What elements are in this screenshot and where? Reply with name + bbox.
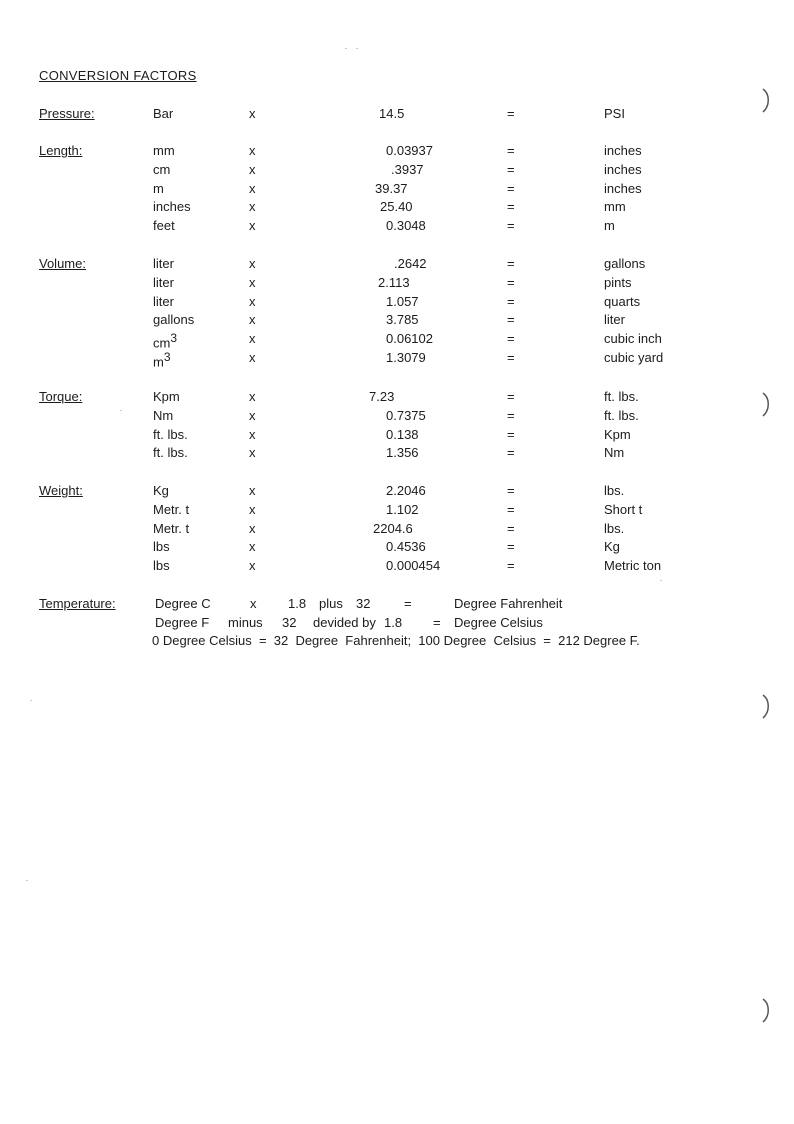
conversion-factor: 0.138 [386,426,419,442]
from-unit-text: liter [153,293,174,309]
to-unit: Nm [604,445,625,461]
to-unit: pints [604,274,632,290]
from-unit [153,331,177,350]
section-label: Weight: [39,483,83,498]
equals-sign: = [507,407,515,423]
conversion-factor: 0.4536 [386,539,426,555]
scan-speck [26,880,28,881]
conversion-factor: .2642 [394,256,427,271]
from-unit-text: liter [153,274,174,290]
from-unit-text: ft. lbs. [153,445,188,461]
binder-hole-mark [755,996,775,1026]
equals-sign: = [507,106,515,121]
conversion-factor: 1.3079 [386,350,426,365]
from-unit-text: lbs [153,558,170,574]
conversion-row [0,350,794,369]
scan-speck [345,48,347,49]
conversion-factor: 2204.6 [373,520,413,536]
multiply-sign: x [249,520,256,536]
to-unit: mm [604,199,626,215]
temperature-eq-1: = [404,596,412,611]
equals-sign: = [507,199,515,215]
from-unit [153,558,170,573]
temperature-row-2 [0,615,794,634]
from-unit [153,181,164,196]
conversion-row [0,539,794,558]
temperature-result-f: Degree Fahrenheit [454,596,563,611]
equals-sign: = [507,350,515,365]
equals-sign: = [507,312,515,328]
binder-hole-mark [755,692,775,722]
multiply-sign: x [249,143,256,158]
conversion-row [0,312,794,331]
from-unit [153,389,180,404]
multiply-sign: x [249,161,256,177]
conversion-factor: 0.000454 [386,558,441,574]
multiply-sign: x [249,293,256,309]
from-unit-text: cm [153,161,171,177]
from-unit [153,502,189,517]
temperature-result-c: Degree Celsius [454,615,543,630]
multiply-sign: x [249,218,256,234]
temperature-factor-2: 1.8 [384,615,403,630]
multiply-sign: x [249,445,256,461]
to-unit: gallons [604,256,646,271]
page-title: CONVERSION FACTORS [39,68,197,83]
conversion-factor: 14.5 [379,106,405,121]
temperature-from-f: Degree F [155,615,210,630]
from-unit [153,539,170,554]
to-unit: cubic yard [604,350,664,365]
from-unit [153,294,174,309]
from-unit-text: inches [153,199,191,215]
equals-sign: = [507,180,515,196]
to-unit: Kg [604,539,620,555]
conversion-factor: 39.37 [375,180,408,196]
temperature-plus: plus [319,596,343,611]
unit-superscript: 3 [163,350,171,364]
temperature-row-1 [0,596,794,615]
from-unit [153,218,175,233]
from-unit-text: mm [153,143,175,158]
from-unit-text: feet [153,218,175,234]
equals-sign: = [507,274,515,290]
to-unit: inches [604,180,642,196]
equals-sign: = [507,520,515,536]
conversion-factor: 1.356 [386,445,419,461]
section-label: Pressure: [39,106,95,121]
conversion-row [0,162,794,181]
conversion-row [0,275,794,294]
temperature-label: Temperature: [39,596,116,611]
equals-sign: = [507,389,515,404]
conversion-factor: 0.7375 [386,407,426,423]
conversion-factor: 0.3048 [386,218,426,234]
to-unit: m [604,218,615,234]
conversion-row [0,483,794,502]
equals-sign: = [507,558,515,574]
from-unit [153,256,174,271]
equals-sign: = [507,256,515,271]
equals-sign: = [507,445,515,461]
from-unit [153,143,175,158]
equals-sign: = [507,426,515,442]
equals-sign: = [507,143,515,158]
temperature-divided-by: devided by [313,615,376,630]
section-label: Volume: [39,256,86,271]
equals-sign: = [507,218,515,234]
section-label: Torque: [39,389,83,404]
conversion-row [0,106,794,125]
binder-hole-mark [755,86,775,116]
conversion-factor: .3937 [391,161,424,177]
from-unit [153,483,169,498]
scan-speck [120,410,122,411]
to-unit: Kpm [604,426,631,442]
multiply-sign: x [249,256,256,271]
temperature-sub-32: 32 [282,615,297,630]
from-unit [153,445,188,460]
from-unit [153,521,189,536]
temperature-add-32: 32 [356,596,371,611]
multiply-sign: x [249,331,256,347]
from-unit-text: liter [153,256,174,271]
multiply-sign: x [249,407,256,423]
from-unit-text: lbs [153,539,170,555]
from-unit-text: Metr. t [153,501,190,517]
equals-sign: = [507,483,515,498]
conversion-row [0,445,794,464]
conversion-row [0,521,794,540]
multiply-sign: x [249,539,256,555]
conversion-factor: 0.03937 [386,143,433,158]
multiply-sign: x [249,501,256,517]
to-unit: inches [604,161,642,177]
equals-sign: = [507,161,515,177]
multiply-sign: x [249,312,256,328]
scan-speck [660,580,662,581]
to-unit: Short t [604,501,643,517]
conversion-row [0,389,794,408]
to-unit: lbs. [604,483,625,498]
multiply-sign: x [249,426,256,442]
conversion-row [0,427,794,446]
from-unit-text: Metr. t [153,520,190,536]
from-unit-text: Nm [153,407,174,423]
multiply-sign: x [249,483,256,498]
from-unit-text: ft. lbs. [153,426,188,442]
to-unit: inches [604,143,642,158]
from-unit [153,427,188,442]
from-unit-text: m [153,180,164,196]
conversion-factor: 3.785 [386,312,419,328]
to-unit: Metric ton [604,558,662,574]
binder-hole-mark [755,390,775,420]
section-label: Length: [39,143,83,158]
temperature-op-x: x [250,596,257,611]
conversion-row [0,256,794,275]
scan-speck [356,48,358,49]
multiply-sign: x [249,180,256,196]
unit-superscript: 3 [170,331,178,346]
from-unit-text: gallons [153,312,195,328]
conversion-factor: 25.40 [380,199,413,215]
from-unit [153,106,173,121]
temperature-summary: 0 Degree Celsius = 32 Degree Fahrenheit; 100 Degree Celsius = 212 Degree F. [152,633,640,648]
conversion-factor: 2.113 [378,274,410,290]
to-unit: ft. lbs. [604,389,639,404]
from-unit-text: Kg [153,483,169,498]
multiply-sign: x [249,350,256,365]
from-unit [153,312,194,327]
from-unit [153,275,174,290]
conversion-factor: 2.2046 [386,483,426,498]
to-unit: ft. lbs. [604,407,639,423]
from-unit [153,408,173,423]
equals-sign: = [507,293,515,309]
conversion-row [0,502,794,521]
to-unit: liter [604,312,625,328]
from-unit [153,162,170,177]
conversion-row [0,181,794,200]
multiply-sign: x [249,274,256,290]
temperature-row-3 [0,633,794,652]
from-unit-text: m [153,354,164,370]
multiply-sign: x [249,558,256,574]
to-unit: cubic inch [604,331,662,347]
to-unit: quarts [604,293,641,309]
conversion-factor: 0.06102 [386,331,433,347]
temperature-eq-2: = [433,615,441,630]
multiply-sign: x [249,199,256,215]
conversion-factor: 1.057 [386,293,419,309]
temperature-minus: minus [228,615,263,630]
conversion-factor: 7.23 [369,389,395,404]
conversion-row [0,558,794,577]
temperature-from-c: Degree C [155,596,211,611]
scan-speck [30,700,32,701]
equals-sign: = [507,501,515,517]
equals-sign: = [507,539,515,555]
multiply-sign: x [249,389,256,404]
conversion-row [0,218,794,237]
from-unit [153,350,171,369]
from-unit-text: cm [153,335,171,351]
from-unit-text: Kpm [153,389,180,404]
temperature-factor-1: 1.8 [288,596,307,611]
conversion-row [0,294,794,313]
from-unit [153,199,191,214]
to-unit: PSI [604,106,625,121]
multiply-sign: x [249,106,256,121]
conversion-row [0,331,794,350]
conversion-row [0,143,794,162]
from-unit-text: Bar [153,106,174,121]
conversion-row [0,199,794,218]
equals-sign: = [507,331,515,347]
to-unit: lbs. [604,520,625,536]
conversion-factor: 1.102 [386,501,419,517]
